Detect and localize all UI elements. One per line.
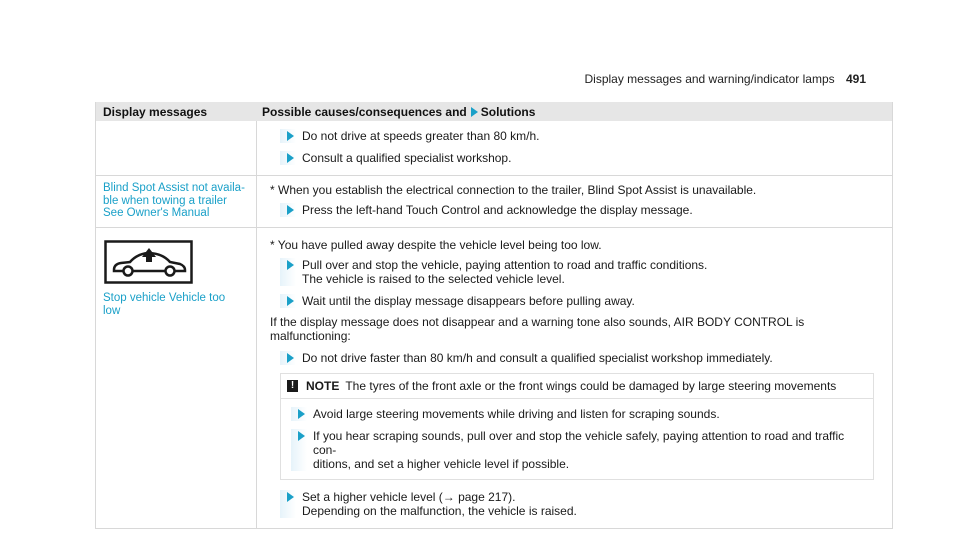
table-row [96, 227, 892, 528]
car-level-up-icon [104, 240, 193, 284]
step-arrow-icon [287, 153, 294, 163]
step-text-line: Pull over and stop the vehicle, paying attention to road and traffic conditions. [302, 258, 708, 272]
arrow-right-icon [471, 107, 478, 117]
step-arrow-icon [287, 353, 294, 363]
col-header-messages: Display messages [103, 104, 208, 119]
solution-cell [257, 176, 892, 227]
solution-cell [257, 228, 892, 528]
table-header [96, 102, 892, 121]
step-arrow-icon [287, 260, 294, 270]
step-item [270, 203, 882, 217]
malfunction-text: If the display message does not disappear and a warning tone also sounds, AIR BODY CONTROL is malfunctioning: [270, 315, 805, 343]
note-body [281, 399, 873, 479]
step-text [296, 490, 577, 518]
solution-cell [257, 121, 892, 175]
step-text-line: If you hear scraping sounds, pull over and stop the vehicle safely, paying attention to road and traffic con- [312, 429, 845, 457]
step-text-line: Depending on the malfunction, the vehicle is raised. [302, 504, 577, 518]
step-text: Consult a qualified specialist workshop. [302, 151, 512, 165]
step-item [270, 351, 882, 365]
page-header-title: Display messages and warning/indicator lamps [584, 72, 835, 86]
step-text: Do not drive faster than 80 km/h and consult a qualified specialist workshop immediately. [302, 351, 773, 365]
message-cell [96, 176, 257, 227]
step-text-line: Set a higher vehicle level (→ page 217). [302, 490, 516, 504]
step-text: Wait until the display message disappears before pulling away. [302, 294, 635, 308]
step-item [281, 429, 869, 471]
step-item [270, 129, 882, 143]
warning-icon: ! [287, 380, 298, 392]
step-item [270, 151, 882, 165]
step-arrow-icon [287, 492, 294, 502]
step-text: Press the left-hand Touch Control and acknowledge the display message. [302, 203, 693, 217]
step-arrow-icon [298, 431, 305, 441]
note-header [281, 374, 873, 399]
col-header-solutions [250, 105, 892, 119]
message-cell-empty [96, 121, 257, 175]
step-arrow-icon [287, 131, 294, 141]
step-text-line: ditions, and set a higher vehicle level if possible. [312, 457, 570, 471]
step-item [270, 294, 882, 308]
cause-text: * When you establish the electrical connection to the trailer, Blind Spot Assist is unavailable. [270, 183, 757, 197]
note-label: NOTE [306, 379, 340, 393]
cause-text: * You have pulled away despite the vehicle level being too low. [270, 238, 602, 252]
note-box [280, 373, 874, 480]
step-text-line: The vehicle is raised to the selected vehicle level. [302, 272, 565, 286]
page-number: 491 [845, 72, 866, 86]
col-header-solutions-suffix: Solutions [480, 104, 536, 119]
page-header [585, 72, 867, 86]
table-row [96, 175, 892, 227]
step-text [296, 258, 707, 286]
step-item [270, 258, 882, 286]
step-text: Do not drive at speeds greater than 80 km/h. [302, 129, 540, 143]
step-item [270, 490, 882, 518]
col-header-solutions-prefix: Possible causes/consequences and [262, 104, 467, 119]
message-cell [96, 228, 257, 528]
step-arrow-icon [298, 409, 305, 419]
step-text: Avoid large steering movements while driving and listen for scraping sounds. [313, 407, 720, 421]
table-row [96, 121, 892, 175]
step-item [281, 407, 869, 421]
display-messages-table [95, 102, 893, 529]
note-text: The tyres of the front axle or the front wings could be damaged by large steering movements [345, 379, 837, 393]
step-arrow-icon [287, 296, 294, 306]
display-message-blind-spot: Blind Spot Assist not availa- ble when towing a trailer See Owner's Manual [103, 182, 245, 219]
step-arrow-icon [287, 205, 294, 215]
display-message-vehicle-too-low: Stop vehicle Vehicle too low [103, 292, 226, 317]
step-text [307, 429, 869, 471]
